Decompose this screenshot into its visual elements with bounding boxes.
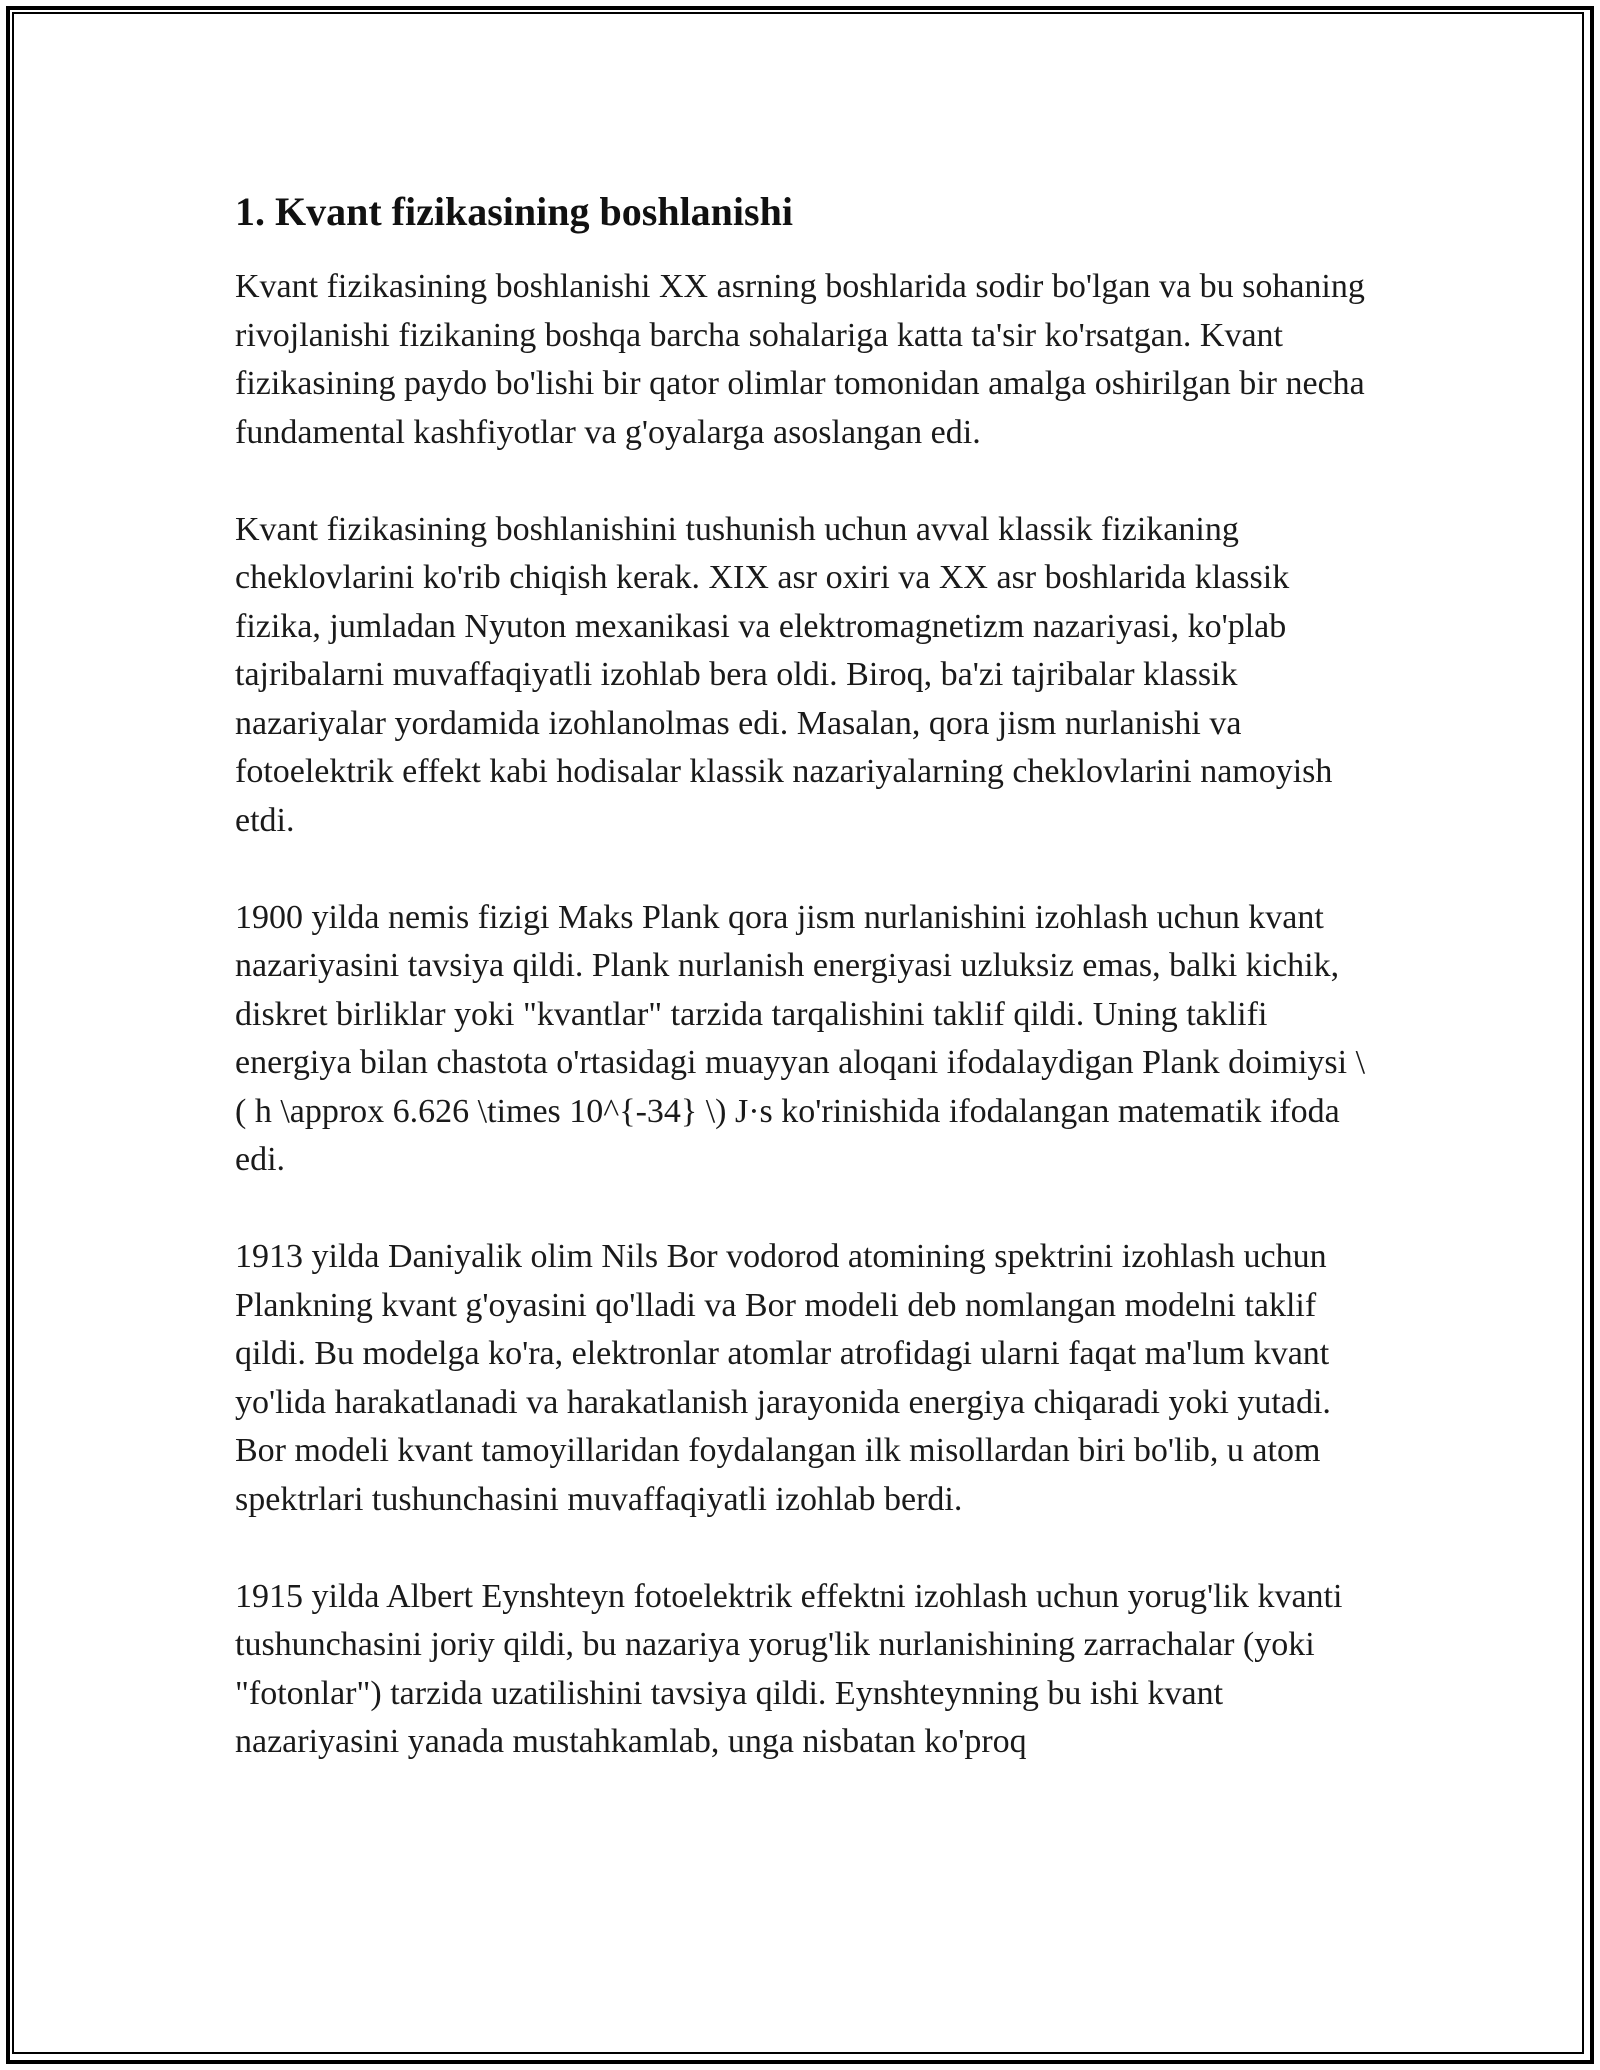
paragraph-2: Kvant fizikasining boshlanishini tushunish uchun avval klassik fizikaning cheklovlarini ko'rib chiqish kerak. XIX asr oxiri va XX asr boshlarida klassik fizika, jumladan Nyuton mexanikasi va elektromagnetizm nazariyasi, ko'plab tajribalarni muvaffaqiyatli izohlab bera oldi. Biroq, ba'zi tajribalar klassik nazariyalar yordamida izohlanolmas edi. Masalan, qora jism nurlanishi va fotoelektrik effekt kabi hodisalar klassik nazariyalarning cheklovlarini namoyish etdi. [235,510,1333,839]
paragraph-4: 1913 yilda Daniyalik olim Nils Bor vodorod atomining spektrini izohlash uchun Plankning kvant g'oyasini qo'lladi va Bor modeli deb nomlangan modelni taklif qildi. Bu modelga ko'ra, elektronlar atomlar atrofidagi ularni faqat ma'lum kvant yo'lida harakatlanadi va harakatlanish jarayonida energiya chiqaradi yoki yutadi. Bor modeli kvant tamoyillaridan foydalangan ilk misollardan biri bo'lib, u atom spektrlari tushunchasini muvaffaqiyatli izohlab berdi. [235,1238,1331,1518]
section-heading: 1. Kvant fizikasining boshlanishi [235,189,793,234]
document-body [235,185,1375,1767]
paragraph-1: Kvant fizikasining boshlanishi XX asrning boshlarida sodir bo'lgan va bu sohaning rivojlanishi fizikaning boshqa barcha sohalariga katta ta'sir ko'rsatgan. Kvant fizikasining paydo bo'lishi bir qator olimlar tomonidan amalga oshirilgan bir necha fundamental kashfiyotlar va g'oyalarga asoslangan edi. [235,268,1365,451]
paragraph-5: 1915 yilda Albert Eynshteyn fotoelektrik effektni izohlash uchun yorug'lik kvanti tushunchasini joriy qildi, bu nazariya yorug'lik nurlanishining zarrachalar (yoki "fotonlar") tarzida uzatilishini tavsiya qildi. Eynshteynning bu ishi kvant nazariyasini yanada mustahkamlab, unga nisbatan ko'proq [235,1577,1343,1760]
paragraph-3: 1900 yilda nemis fizigi Maks Plank qora jism nurlanishini izohlash uchun kvant nazariyasini tavsiya qildi. Plank nurlanish energiyasi uzluksiz emas, balki kichik, diskret birliklar yoki "kvantlar" tarzida tarqalishini taklif qildi. Uning taklifi energiya bilan chastota o'rtasidagi muayyan aloqani ifodalaydigan Plank doimiysi \( h \approx 6.626 \times 10^{-34} \) J·s ko'rinishida ifodalangan matematik ifoda edi. [235,898,1366,1178]
